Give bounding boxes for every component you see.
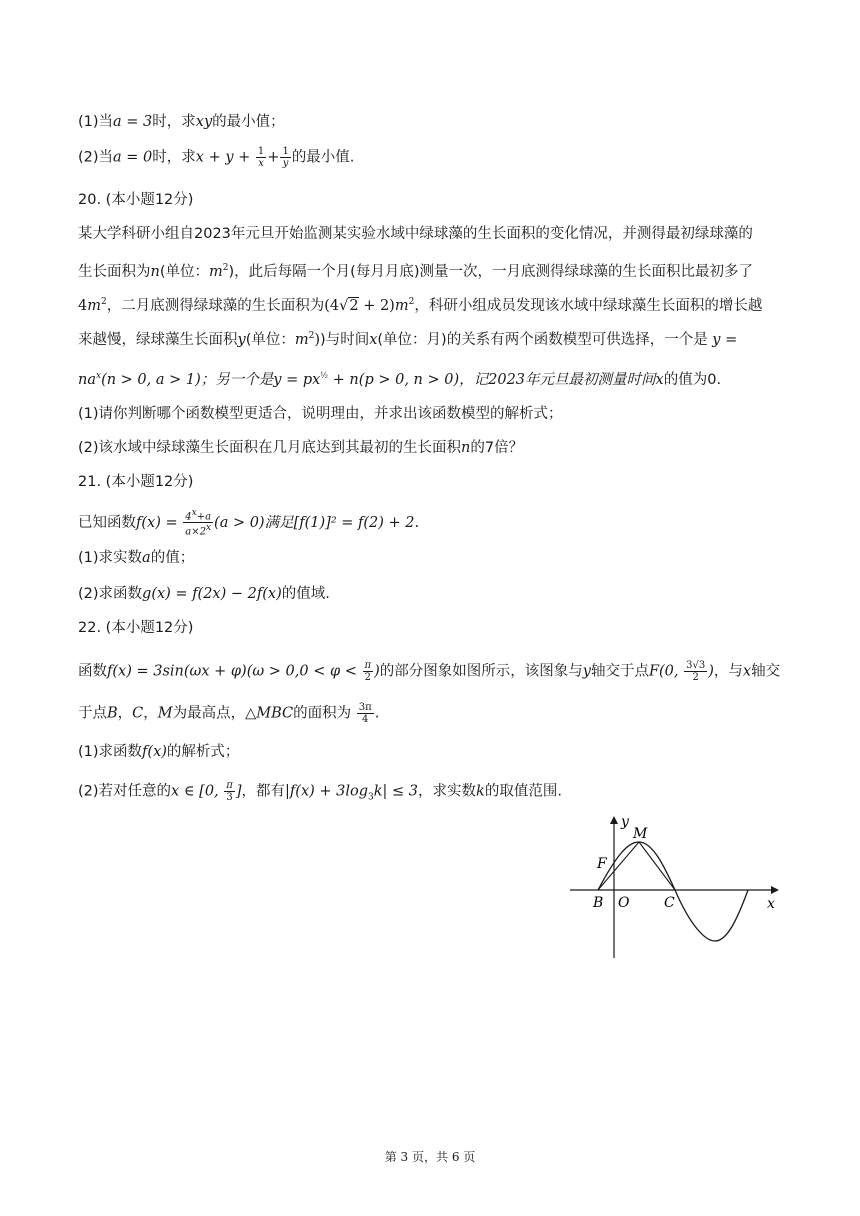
fraction-pi-over-2: $\frac{\pi}{2}$ [364, 660, 372, 683]
q22-line-1: 函数f(x) = 3sin(ωx + φ)(ω > 0,0 < φ < $\frac{\pi}{2}$ )的部分图象如图所示，该图象与y轴交于点F(0, $\frac{3√3}{2}$ )，与x轴交 [78, 660, 781, 683]
q22-sub-1: (1)求函数f(x)的解析式； [78, 744, 240, 760]
label-B: B [593, 895, 604, 911]
label-y: y [621, 814, 629, 830]
page-footer: 第 3 页，共 6 页 [384, 1150, 476, 1164]
fraction-f-definition: $\frac{4^x+a}{a\times 2^x}$ [185, 508, 212, 538]
q21-heading: 21. (本小题12分) [78, 474, 194, 490]
q20-line-2: 生长面积为n(单位：$m^2$)，此后每隔一个月(每月月底)测量一次，一月底测得绿球藻的生长面积比最初多了 [78, 263, 753, 280]
sine-curve [598, 842, 748, 941]
q19-part1: (1)当a = 3时，求xy的最小值； [78, 114, 285, 130]
q20-sub-1: (1)请你判断哪个函数模型更适合，说明理由，并求出该函数模型的解析式； [78, 406, 563, 422]
label-M: M [633, 826, 648, 842]
q20-heading: 20. (本小题12分) [78, 192, 194, 208]
q20-sub-2: (2)该水域中绿球藻生长面积在几月底达到其最初的生长面积n的7倍？ [78, 440, 524, 456]
label-O: O [618, 895, 630, 911]
q20-line-4: 来越慢，绿球藻生长面积y(单位：$m^2$))与时间x(单位：月)的关系有两个函数模型可供选择，一个是 y = [78, 331, 738, 348]
fraction-3pi-over-4: $\frac{3\pi}{4}$ [358, 702, 372, 725]
fraction-pi-over-3: $\frac{\pi}{3}$ [226, 780, 233, 803]
q21-sub-1: (1)求实数a的值； [78, 550, 195, 566]
q22-sub-2: (2)若对任意的x ∈ [0, $\frac{\pi}{3}$ ]，都有$|f(x) + 3\log_3k| \le 3$，求实数k的取值范围. [78, 780, 562, 803]
x-axis-arrow [771, 886, 779, 894]
q22-line-2: 于点B，C，M为最高点，△MBC的面积为 $\frac{3\pi}{4}$ . [78, 702, 380, 725]
label-x: x [767, 896, 775, 912]
q19-part2: (2)当a = 0时，求x + y + $\frac{1}{x}$ + $\frac{1}{y}$ 的最小值. [78, 146, 355, 169]
y-axis-arrow [610, 816, 618, 824]
fraction-3root3-over-2: $\frac{3√3}{2}$ [686, 660, 706, 683]
q21-sub-2: (2)求函数g(x) = f(2x) − 2f(x)的值域. [78, 586, 330, 602]
fraction-1-over-y: $\frac{1}{y}$ [282, 146, 289, 169]
q21-line-1: 已知函数f(x) = $\frac{4^x+a}{a\times 2^x}$ (a > 0)满足[f(1)]² = f(2) + 2. [78, 508, 420, 538]
q20-line-3: $4m^2$，二月底测得绿球藻的生长面积为$(4√2 + 2)m^2$，科研小组成员发现该水域中绿球藻生长面积的增长越 [78, 297, 763, 314]
label-C: C [664, 895, 675, 911]
segment-MC [639, 842, 675, 890]
q20-line-5: $na^x(n > 0$, a > 1)；另一个是$y = px^{\frac{1}{2}} + n(p > 0$, n > 0)，记2023年元旦最初测量时间x的值为0. [78, 371, 722, 388]
sine-graph-figure [565, 810, 795, 970]
label-F: F [597, 856, 607, 872]
q22-heading: 22. (本小题12分) [78, 620, 194, 636]
fraction-1-over-x: $\frac{1}{x}$ [257, 146, 265, 169]
q20-line-1: 某大学科研小组自2023年元旦开始监测某实验水域中绿球藻的生长面积的变化情况，并测得最初绿球藻的 [78, 226, 753, 242]
